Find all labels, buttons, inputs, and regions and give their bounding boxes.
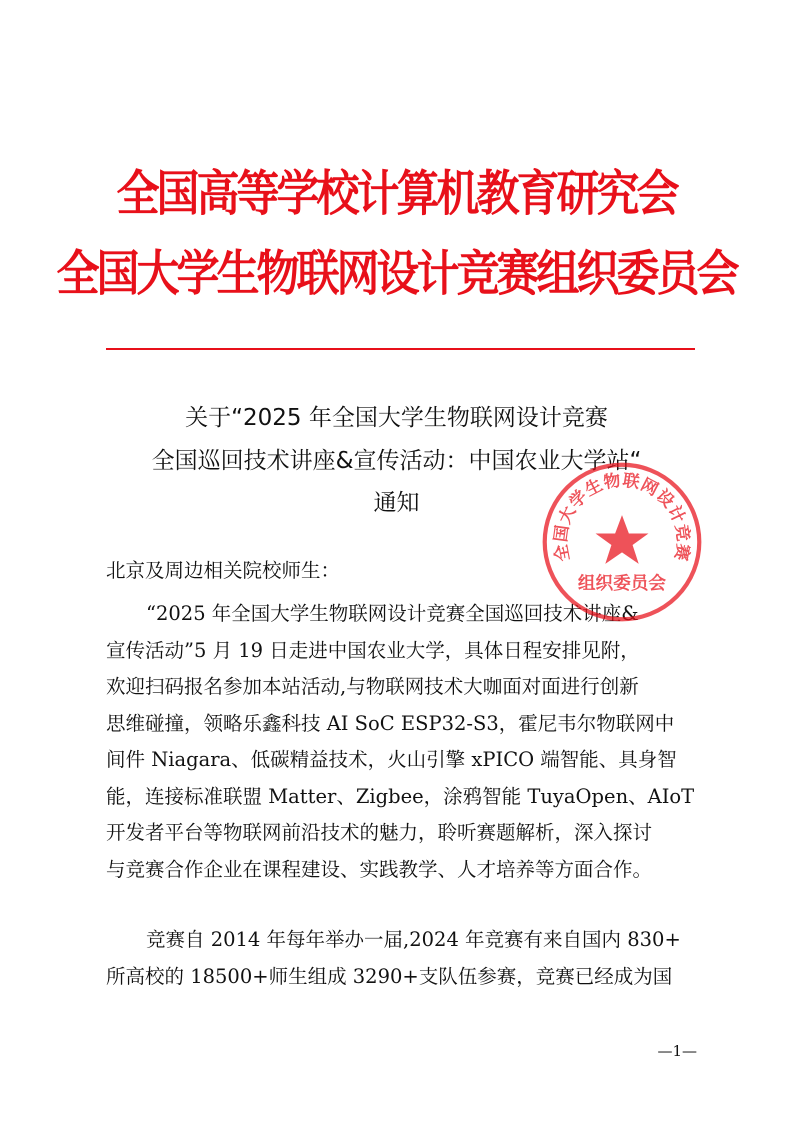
- seal-bottom-text: 组织委员会: [577, 574, 667, 595]
- notice-title-line-3: 通知: [373, 490, 420, 516]
- paragraph-line: “2025 年全国大学生物联网设计竞赛全国巡回技术讲座&: [146, 602, 639, 625]
- org-header-line-1: 全国高等学校计算机教育研究会: [116, 166, 677, 223]
- paragraph-line: 竞赛自 2014 年每年举办一届,2024 年竞赛有来自国内 830+: [146, 928, 681, 951]
- paragraph-line: 与竞赛合作企业在课程建设、实践教学、人才培养等方面合作。: [106, 857, 653, 881]
- paragraph-line: 能，连接标准联盟 Matter、Zigbee，涂鸦智能 TuyaOpen、AIoT: [106, 784, 695, 808]
- paragraph-line: 欢迎扫码报名参加本站活动,与物联网技术大咖面对面进行创新: [106, 675, 639, 698]
- salutation: 北京及周边相关院校师生：: [106, 559, 341, 582]
- notice-title-line-2: 全国巡回技术讲座&宣传活动：中国农业大学站“: [151, 448, 642, 474]
- seal-star-icon: [596, 515, 649, 564]
- seal-arc-text: 全国大学生物联网设计竞赛: [550, 469, 694, 564]
- paragraph-line: 思维碰撞，领略乐鑫科技 AI SoC ESP32-S3，霍尼韦尔物联网中: [106, 711, 675, 735]
- header-divider: [106, 348, 695, 350]
- notice-title-line-1: 关于“2025 年全国大学生物联网设计竞赛: [185, 405, 608, 431]
- paragraph-line: 间件 Niagara、低碳精益技术，火山引擎 xPICO 端智能、具身智: [106, 748, 677, 771]
- official-seal-icon: [538, 458, 706, 626]
- page-number: —1—: [657, 1042, 697, 1060]
- paragraph-line: 所高校的 18500+师生组成 3290+支队伍参赛，竞赛已经成为国: [106, 965, 673, 988]
- paragraph-line: 宣传活动”5 月 19 日走进中国农业大学，具体日程安排见附，: [106, 638, 640, 662]
- paragraph-line: 开发者平台等物联网前沿技术的魅力，聆听赛题解析，深入探讨: [106, 821, 653, 844]
- org-header-line-2: 全国大学生物联网设计竞赛组织委员会: [56, 246, 737, 303]
